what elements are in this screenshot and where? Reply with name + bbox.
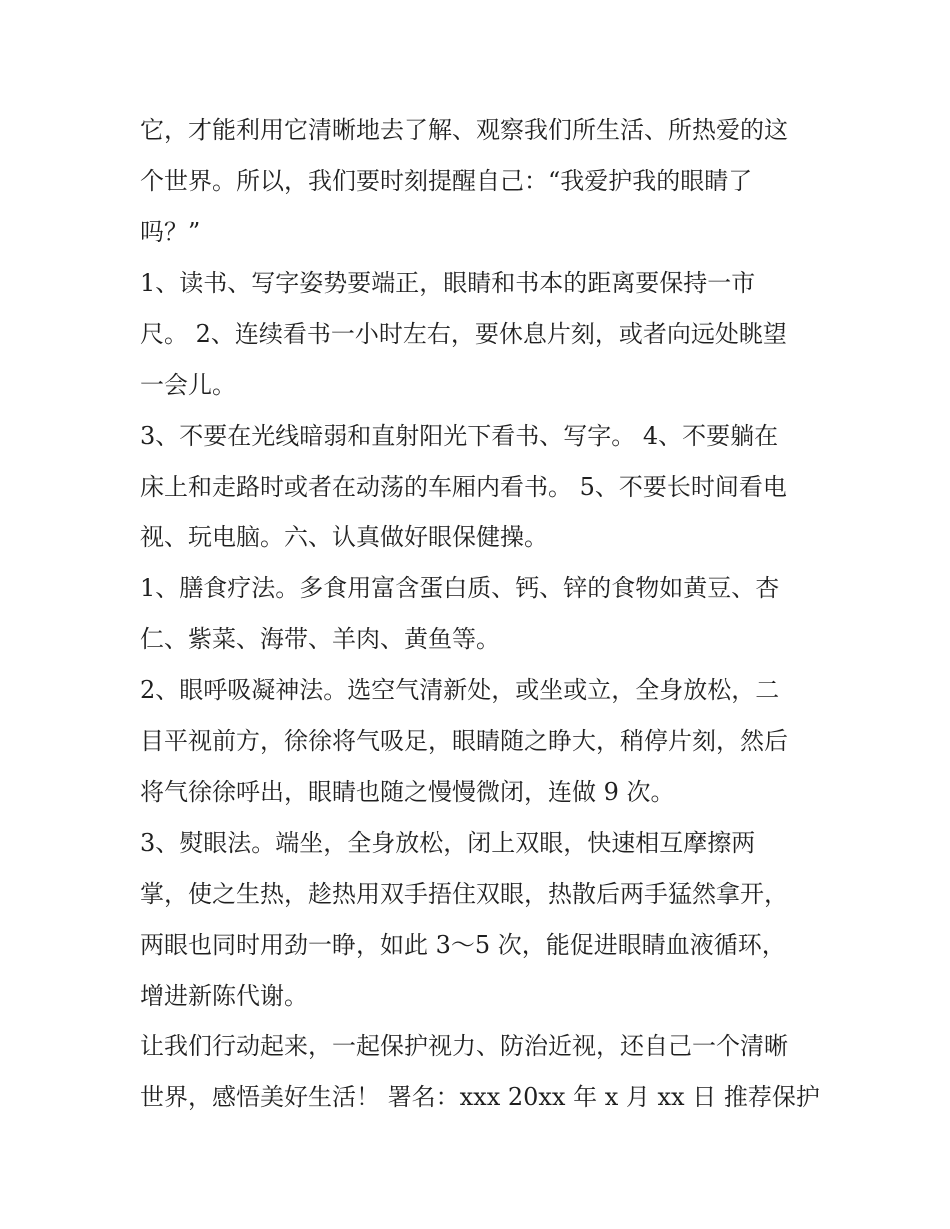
text-line: 1、读书、写字姿势要端正，眼睛和书本的距离要保持一市 (140, 269, 756, 297)
text-line: 将气徐徐呼出，眼睛也随之慢慢微闭，连做 9 次。 (140, 778, 675, 806)
text-line: 一会儿。 (140, 371, 236, 399)
text-line: 它，才能利用它清晰地去了解、观察我们所生活、所热爱的这 (140, 116, 788, 144)
text-line: 尺。 2、连续看书一小时左右，要休息片刻，或者向远处眺望 (140, 320, 787, 348)
text-line: 3、不要在光线暗弱和直射阳光下看书、写字。 4、不要躺在 (140, 422, 779, 450)
text-line: 吗？” (140, 218, 201, 246)
text-line: 让我们行动起来，一起保护视力、防治近视，还自己一个清晰 (140, 1032, 788, 1060)
text-line: 3、熨眼法。端坐，全身放松，闭上双眼，快速相互摩擦两 (140, 829, 756, 857)
text-line: 床上和走路时或者在动荡的车厢内看书。 5、不要长时间看电 (140, 473, 787, 501)
text-line: 个世界。所以，我们要时刻提醒自己：“我爱护我的眼睛了 (140, 167, 753, 195)
text-line: 世界，感悟美好生活！ 署名：xxx 20xx 年 x 月 xx 日 推荐保护 (140, 1083, 820, 1111)
text-line: 视、玩电脑。六、认真做好眼保健操。 (140, 523, 548, 551)
text-line: 2、眼呼吸凝神法。选空气清新处，或坐或立，全身放松，二 (140, 676, 780, 704)
text-line: 1、膳食疗法。多食用富含蛋白质、钙、锌的食物如黄豆、杏 (140, 574, 780, 602)
text-line: 两眼也同时用劲一睁，如此 3～5 次，能促进眼睛血液循环， (140, 931, 786, 959)
text-line: 仁、紫菜、海带、羊肉、黄鱼等。 (140, 625, 500, 653)
text-line: 增进新陈代谢。 (140, 982, 308, 1010)
text-line: 掌，使之生热，趁热用双手捂住双眼，热散后两手猛然拿开， (140, 880, 788, 908)
text-line: 目平视前方，徐徐将气吸足，眼睛随之睁大，稍停片刻，然后 (140, 727, 788, 755)
